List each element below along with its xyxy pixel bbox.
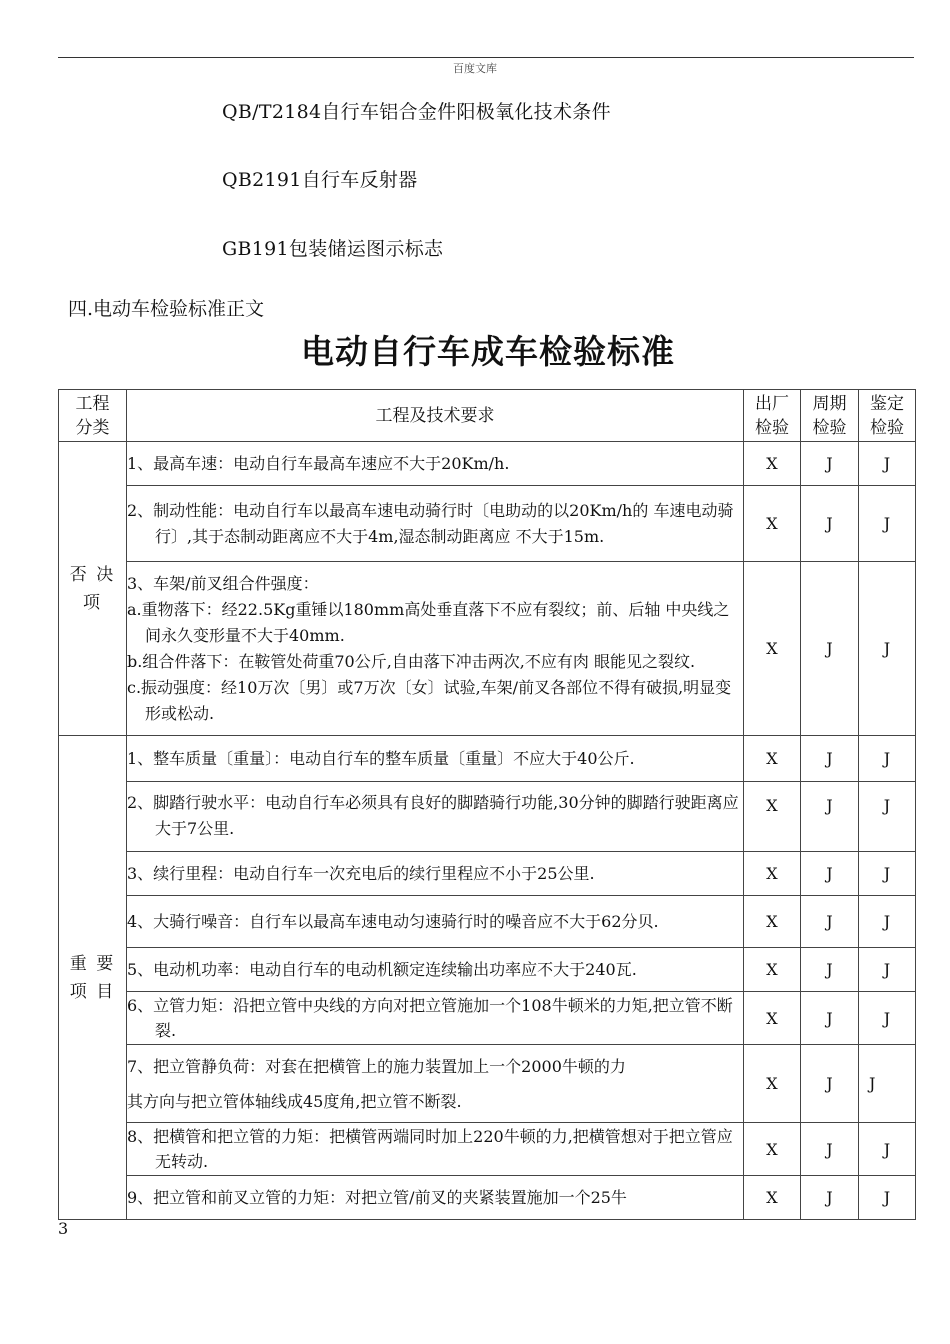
table-row	[59, 442, 916, 486]
factory-mark: X	[744, 852, 801, 896]
header-periodic-inspection: 周期 检验	[801, 390, 859, 442]
factory-mark: X	[744, 486, 801, 562]
requirement-cell: 2、脚踏行驶水平：电动自行车必须具有良好的脚踏骑行功能,30分钟的脚踏行驶距离应大于7公里.	[127, 782, 744, 852]
appraisal-mark: J	[859, 562, 916, 736]
reference-standard: QB/T2184自行车铝合金件阳极氧化技术条件	[222, 101, 611, 123]
table-header-row	[59, 390, 916, 442]
page-header: 百度文库	[453, 62, 497, 75]
table-row	[59, 896, 916, 948]
table-row	[59, 736, 916, 782]
periodic-mark: J	[801, 562, 859, 736]
appraisal-mark: J	[859, 486, 916, 562]
factory-mark: X	[744, 1045, 801, 1123]
table-row	[59, 852, 916, 896]
appraisal-mark: J	[859, 1045, 916, 1123]
requirement-cell: 3、车架/前叉组合件强度： a.重物落下：经22.5Kg重锤以180mm高处垂直落下不应有裂纹；前、后轴 中央线之间永久变形量不大于40mm. b.组合件落下：在鞍管处荷重70公斤,自由落下冲击两次,不应有肉 眼能见之裂纹. c.振动强度：经10万次〔男〕或7万次〔女〕试验,车架/前叉各部位不得有破损,明显变形或松动.	[127, 562, 744, 736]
requirement-cell: 6、立管力矩：沿把立管中央线的方向对把立管施加一个108牛顿米的力矩,把立管不断裂.	[127, 992, 744, 1045]
table-row	[59, 1045, 916, 1123]
table-row	[59, 1176, 916, 1220]
appraisal-mark: J	[859, 1176, 916, 1220]
periodic-mark: J	[801, 1176, 859, 1220]
requirement-cell: 5、电动机功率：电动自行车的电动机额定连续输出功率应不大于240瓦.	[127, 948, 744, 992]
header-appraisal-inspection: 鉴定 检验	[859, 390, 916, 442]
header-requirement: 工程及技术要求	[127, 390, 744, 442]
header-factory-inspection: 出厂 检验	[744, 390, 801, 442]
appraisal-mark: J	[859, 1123, 916, 1176]
section-heading: 四.电动车检验标准正文	[68, 298, 265, 320]
appraisal-mark: J	[859, 992, 916, 1045]
factory-mark: X	[744, 442, 801, 486]
periodic-mark: J	[801, 852, 859, 896]
table-row	[59, 1123, 916, 1176]
header-divider	[58, 57, 914, 58]
requirement-cell: 1、整车质量〔重量〕：电动自行车的整车质量〔重量〕不应大于40公斤.	[127, 736, 744, 782]
periodic-mark: J	[801, 1123, 859, 1176]
factory-mark: X	[744, 782, 801, 852]
periodic-mark: J	[801, 948, 859, 992]
factory-mark: X	[744, 562, 801, 736]
requirement-cell: 4、大骑行噪音：自行车以最高车速电动匀速骑行时的噪音应不大于62分贝.	[127, 896, 744, 948]
category-veto: 否 决 项	[59, 442, 127, 736]
header-category: 工程 分类	[59, 390, 127, 442]
appraisal-mark: J	[859, 852, 916, 896]
table-row	[59, 992, 916, 1045]
periodic-mark: J	[801, 1045, 859, 1123]
requirement-cell: 9、把立管和前叉立管的力矩：对把立管/前叉的夹紧装置施加一个25牛	[127, 1176, 744, 1220]
periodic-mark: J	[801, 736, 859, 782]
periodic-mark: J	[801, 486, 859, 562]
table-row	[59, 948, 916, 992]
factory-mark: X	[744, 1176, 801, 1220]
appraisal-mark: J	[859, 442, 916, 486]
reference-standard: GB191包装储运图示标志	[222, 238, 444, 260]
page-number: 3	[58, 1219, 69, 1238]
appraisal-mark: J	[859, 896, 916, 948]
appraisal-mark: J	[859, 782, 916, 852]
requirement-cell: 7、把立管静负荷：对套在把横管上的施力装置加上一个2000牛顿的力 其方向与把立管体轴线成45度角,把立管不断裂.	[127, 1045, 744, 1123]
table-row	[59, 486, 916, 562]
category-important: 重 要 项 目	[59, 736, 127, 1220]
factory-mark: X	[744, 896, 801, 948]
requirement-cell: 3、续行里程：电动自行车一次充电后的续行里程应不小于25公里.	[127, 852, 744, 896]
periodic-mark: J	[801, 442, 859, 486]
factory-mark: X	[744, 736, 801, 782]
table-row	[59, 782, 916, 852]
factory-mark: X	[744, 948, 801, 992]
periodic-mark: J	[801, 896, 859, 948]
document-title: 电动自行车成车检验标准	[301, 332, 675, 371]
factory-mark: X	[744, 992, 801, 1045]
periodic-mark: J	[801, 782, 859, 852]
requirement-cell: 1、最高车速：电动自行车最高车速应不大于20Km/h.	[127, 442, 744, 486]
appraisal-mark: J	[859, 948, 916, 992]
periodic-mark: J	[801, 992, 859, 1045]
inspection-standard-table	[58, 389, 916, 1220]
appraisal-mark: J	[859, 736, 916, 782]
requirement-cell: 8、把横管和把立管的力矩：把横管两端同时加上220牛顿的力,把横管想对于把立管应无转动.	[127, 1123, 744, 1176]
table-row	[59, 562, 916, 736]
factory-mark: X	[744, 1123, 801, 1176]
reference-standard: QB2191自行车反射器	[222, 169, 418, 191]
requirement-cell: 2、制动性能：电动自行车以最高车速电动骑行时〔电助动的以20Km/h的 车速电动骑行〕,其于态制动距离应不大于4m,湿态制动距离应 不大于15m.	[127, 486, 744, 562]
